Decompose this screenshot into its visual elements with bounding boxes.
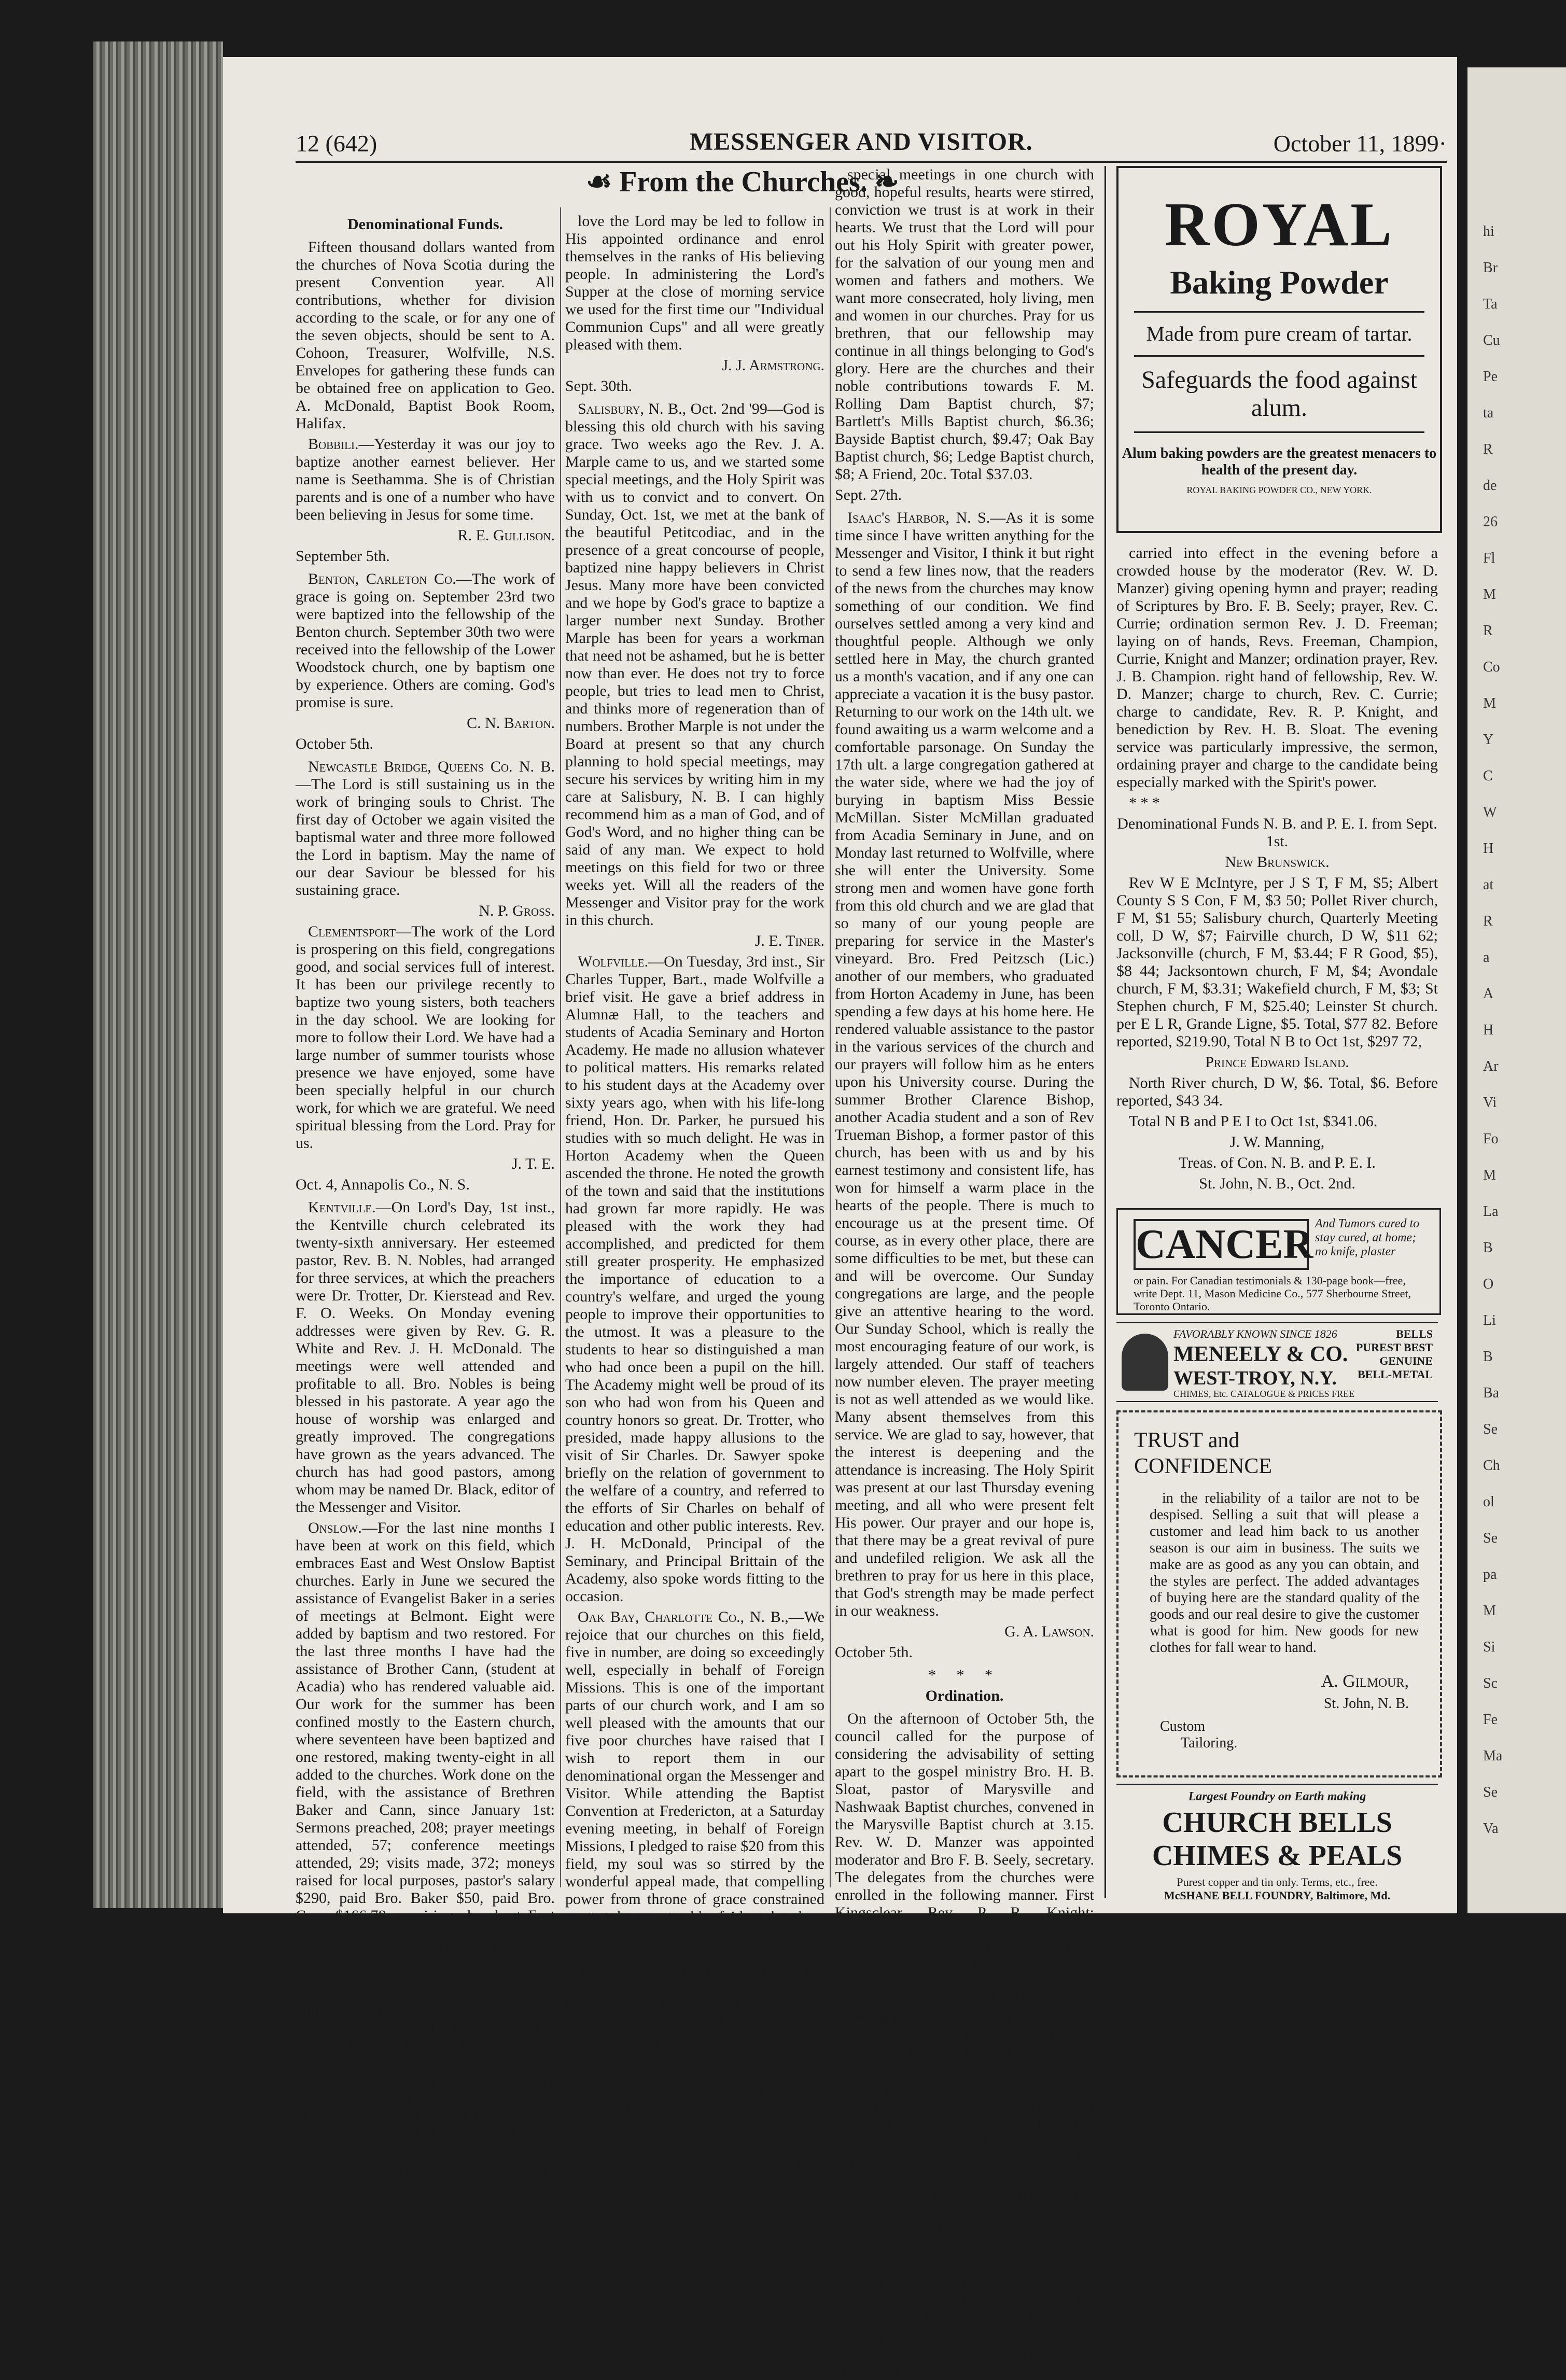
paragraph-text: —As it is some time since I have written anything for the Messenger and Visitor, I think it but right to send a few lines now, that the readers of the news from the churches may know something of our condition. We find ourselves settled among a very kind and thoughtful people. Although we only settled here in May, the church granted us a month's vacation, and if any one can appreciate a vacation it is the busy pastor. Returning to our work on the 14th ult. we found awaiting us a warm welcome and a comfortable parsonage. On Sunday the 17th ult. a large congregation gathered at the water side, where we had the joy of burying in baptism Miss Bessie McMillan. Sister McMillan graduated from Acadia Seminary in June, and on Monday last returned to Wolfville, where she will enter the University. Some strong men and women have gone forth from this old church and we are glad that so many of our young people are preparing for service in the Master's vineyard. Bro. Fred Peitzsch (Lic.) another of our members, who graduated from Horton Academy in June, has been spending a few days at his home here. He rendered valuable assistance to the pastor in the various services of the church and our prayers will follow him as he enters upon his University course. During the summer Brother Clarence Bishop, another Acadia student and a son of Rev Trueman Bishop, a former pastor of this church, has been with us and by his earnest testimony and consistent life, has won for himself a warm place in the hearts of the people. There is much to encourage us at the present time. Of course, as in every other place, there are some difficulties to be met, but these can and will be overcome. Our Sunday congregations are large, and the people give an attentive hearing to the word. Our Sunday School, which is really the most encouraging feature of our work, is largely attended. Our staff of teachers now number eleven. The prayer meeting is not as well attended as we would like. Many absent themselves from this service. We are glad to say, however, that the interest is deepening and the attendance is increasing. The Holy Spirit was present at our last Thursday evening meeting, and all who were present felt His power. Our prayer and our hope is, that there may be a great revival of pure and undefiled religion. We ask all the brethren to pray for us here in this place, that God's strength may be made perfect in our weakness. <box>835 509 1094 1619</box>
article-date <box>296 548 555 565</box>
facing-page-text-fragment: Se <box>1483 1530 1498 1546</box>
article-paragraph <box>835 509 1094 1620</box>
church-ad-line2: CHURCH BELLS CHIMES & PEALS <box>1152 1807 1403 1872</box>
article-paragraph <box>835 166 1094 483</box>
article-date <box>565 377 824 395</box>
facing-page-text-fragment: R <box>1483 441 1493 457</box>
facing-page-text-fragment: M <box>1483 586 1496 603</box>
paragraph-text: Denominational Funds N. B. and P. E. I. from Sept. 1st. <box>1117 815 1437 850</box>
article-paragraph <box>296 570 555 711</box>
article-paragraph <box>565 953 824 1605</box>
dateline: Brookfield, Col. Co., N. S. <box>308 1984 521 2001</box>
facing-page-text-fragment: B <box>1483 1349 1493 1365</box>
dateline: Kentville. <box>308 1199 376 1216</box>
province-heading <box>1116 853 1438 871</box>
article-paragraph <box>1116 544 1438 791</box>
paragraph-text: , Oct. 2nd '99—God is blessing this old church with his saving grace. Two weeks ago the Rev. J. A. Marple came to us, and we started some special meetings, and the Holy Spirit was with us to convict and to convert. On Sunday, Oct. 1st, we met at the bank of the beautiful Petitcodiac, and in the presence of a great concourse of people, baptized nine happy believers in Christ Jesus. Many more have been convicted and we hope by God's grace to baptize a larger number next Sunday. Brother Marple has been for years a workman that need not be ashamed, but he is better now than ever. He does not try to force people, but tries to lead men to Christ, and thinks more of regeneration than of numbers. Brother Marple is not under the Board at present so that any church planning to hold special meetings, may secure his services by writing him in my care at Salisbury, N. B. I can highly recommend him as a man of God, and of God's Word, and no higher thing can be said of any man. We expect to hold meetings on this field for two or three weeks yet. Will all the readers of the Messenger and Visitor pray for the work in this church. <box>565 400 824 929</box>
ad-brand: ROYAL <box>1164 190 1394 259</box>
church-ad-line1: Largest Foundry on Earth making <box>1188 1790 1366 1803</box>
facing-page-text-fragment: Sc <box>1483 1675 1498 1691</box>
article-signature <box>296 715 555 732</box>
page-header <box>296 124 1447 163</box>
paragraph-text: Total N B and P E I to Oct 1st, $341.06. <box>1129 1113 1378 1130</box>
dateline: Onslow. <box>308 1519 362 1536</box>
bells-since: FAVORABLY KNOWN SINCE 1826 <box>1173 1327 1337 1340</box>
paragraph-text: J. Williams. <box>478 1963 555 1980</box>
paragraph-text: North River church, D W, $6. Total, $6. Before reported, $43 34. <box>1116 1074 1438 1109</box>
article-date <box>296 735 555 753</box>
paragraph-text: J. W. Manning, <box>1229 1133 1325 1151</box>
facing-page-text-fragment: Pe <box>1483 369 1498 385</box>
tailor-name: A. Gilmour, <box>1321 1672 1409 1691</box>
paragraph-text: October 5th. <box>835 1644 913 1661</box>
confidence-heading: CONFIDENCE <box>1134 1454 1273 1478</box>
facing-page-text-fragment: M <box>1483 1603 1496 1619</box>
dateline: Newcastle Bridge, Queens Co. N. B. <box>308 758 555 775</box>
ad-tagline: Made from pure cream of tartar. <box>1146 322 1413 345</box>
facing-page-text-fragment: Fl <box>1483 550 1495 566</box>
facing-page-text-fragment: Y <box>1483 732 1494 748</box>
trust-body: in the reliability of a tailor are not to be despised. Selling a suit that will please a customer and lead him back to us another season is our aim in business. The suits we make are as good as any you can obtain, and the styles are perfect. The added advantages of buying here are the standard quality of the goods and our real desire to give the customer what is good for him. New goods for new clothes for fall wear to hand. <box>1150 1490 1419 1656</box>
column-2 <box>565 213 824 2207</box>
facing-page-text-fragment: 26 <box>1483 514 1498 530</box>
book-page-edges <box>93 41 223 1908</box>
article-paragraph <box>1116 874 1438 1051</box>
bells-company: MENEELY & CO. <box>1173 1342 1348 1366</box>
cancer-side-text: And Tumors cured to stay cured, at home; no knife, plaster <box>1315 1217 1420 1258</box>
paragraph-text: Rev W E McIntyre, per J S T, F M, $5; Albert County S S Con, F M, $3 50; Pollet River church, F M, $1 55; Salisbury church, Quarterly Meeting coll, D W, $7; Fairville church, D W, $11 62; Jacksonville (church, F M, $3.44; F R Good, $5), $8 44; Jacksontown church, F M, $4; Avondale church, F M, $3.31; Wakefield church, F M, $3; St Stephen church, F M, $25.40; Leinster St church. per E L R, Grande Ligne, $5. Total, $77 82. Before reported, $219.90, Total N B to Oct 1st, $297 72, <box>1116 874 1438 1050</box>
article-date <box>296 1176 555 1194</box>
paragraph-text: Sept. 30th. <box>565 377 633 395</box>
paper-name: MESSENGER AND VISITOR. <box>690 128 1033 156</box>
tailor-service-line1: Custom <box>1160 1718 1206 1734</box>
article-signature <box>296 902 555 920</box>
article-paragraph <box>296 758 555 899</box>
paragraph-text: New Brunswick. <box>1225 853 1330 871</box>
facing-page-text-fragment: Ba <box>1483 1385 1500 1401</box>
facing-page-text-fragment: Co <box>1483 659 1500 675</box>
paragraph-text: On the afternoon of October 5th, the council called for the purpose of considering the advisability of setting apart to the gospel ministry Bro. H. B. Sloat, pastor of Marysville and Nashwaak Baptist churches, convened in the Marysville Baptist church at 3.15. Rev. W. D. Manzer was appointed moderator and Bro F. B. Seely, secretary. The delegates from the churches were enrolled in the following manner. First Kingsclear, Rev. P. R. Knight; Richmond, Rev. Calvin Currie; Macnaquac, deacon Jas. F. Clarke; Fredericton, Rev. J. D. Freeman, deacon J. Clark; Gibson, Rev. J. B. Champion, deacons, Babbitt and Hall; New Maryland, deacon Henry Morgan; Newcastle, Rev. N. P. Gross; Nashwaak, deacon C Manzer; Marysville, deacon C. Smith; Glencoe, Rev W. D. Manzer; Maugerville, Bro. Tredwell, Bros. F. O. Erb of St. John, and W. T. Brown of Marysville were invited to seats in the council. The candidate was then requested to give a statement of his conversion and call to the ministry, after which Rev. J. D. Freeman, being appointed to examine the candidate on his views of Christian doctrine, interviewed him to a considerable extent on the fundamental truth of the Bible. Bro. Sloat being then asked to withdraw, it was moved that the statement of his conversion, call to ministry and Christian doctrine of the candidate be received and to proceed with his ordination. The ordination exercises were <box>835 1710 1094 2379</box>
scan-background <box>0 0 1566 57</box>
paragraph-text: G. A. Lawson. <box>1004 1623 1094 1640</box>
trust-heading: TRUST and <box>1134 1429 1240 1452</box>
ad-product: Baking Powder <box>1170 264 1389 301</box>
gilmour-tailor-ad <box>1116 1410 1442 1777</box>
cancer-cure-ad <box>1116 1208 1441 1315</box>
facing-page-text-fragment: Fe <box>1483 1712 1498 1728</box>
facing-page-text-fragment: Vi <box>1483 1095 1497 1111</box>
dateline: Salisbury, N. B. <box>578 400 682 417</box>
newspaper-page <box>223 57 1457 2379</box>
paragraph-text: —On Tuesday, 3rd inst., Sir Charles Tupper, Bart., made Wolfville a brief visit. He gave a brief address in Alumnæ Hall, to the teachers and students of Acadia Seminary and Horton Academy. He made no allusion whatever to political matters. His remarks related to his student days at the Academy over sixty years ago, when with his life-long friend, Hon. Dr. Parker, he pursued his studies with so much delight. He was in Horton Academy when the Queen ascended the throne. He noted the growth of the town and said that the institutions had grown far more rapidly. He was pleased with the work they had accomplished, and predicted for them still greater prosperity. He emphasized the importance of education to a country's welfare, and urged the young people to improve their opportunities to the utmost. It was a pleasure to the students to hear so distinguished a man who had once been a pupil on the hill. The Academy might well be proud of its son who had won from his Queen and country honors so great. Dr. Trotter, who presided, made happy allusions to the visit of Sir Charles. Dr. Sawyer spoke briefly on the relation of government to the welfare of a country, and referred to the efforts of Sir Charles on behalf of education and other public interests. Rev. J. H. McDonald, Principal of the Seminary, and Principal Brittain of the Academy, also spoke words fitting to the occasion. <box>565 953 824 1605</box>
article-paragraph <box>296 1984 555 2266</box>
cancer-word: CANCER <box>1134 1219 1309 1270</box>
facing-page-text-fragment: pa <box>1483 1566 1497 1583</box>
facing-page-text-fragment: R <box>1483 913 1493 929</box>
facing-page-text-fragment: a <box>1483 949 1490 965</box>
article-signature <box>296 527 555 544</box>
church-ad-line4: McSHANE BELL FOUNDRY, Baltimore, Md. <box>1164 1889 1391 1902</box>
facing-page-text-fragment: Va <box>1483 1821 1499 1837</box>
tailor-service <box>1160 1718 1237 1752</box>
dateline: Bobbili. <box>308 436 359 453</box>
paragraph-text: * * * <box>1129 794 1160 811</box>
facing-page-text-fragment: M <box>1483 1167 1496 1183</box>
paragraph-text: —Yesterday it was our joy to baptize another earnest believer. Her name is Seethamma. She is of Christian parents and is one of a number who have been believing in Jesus for some time. <box>296 436 555 523</box>
paragraph-text: carried into effect in the evening before a crowded house by the moderator (Rev. W. D. Manzer) giving opening hymn and prayer; reading of Scriptures by Bro. F. B. Seely; prayer, Rev. C. Currie; ordination sermon Rev. J. D. Freeman; laying on of hands, Revs. Freeman, Champion, Currie, Knight and Manzer; ordination prayer, Rev. J. B. Champion. right hand of fellowship, Rev. W. D. Manzer; charge to church, Rev. C. Currie; charge to candidate, Rev. R. P. Knight, and benediction by Rev. H. B. Sloat. The evening service was particularly impressive, the sermon, ordaining prayer and charge to the candidate being especially marked with the Spirit's power. <box>1116 544 1438 791</box>
paragraph-text: C. N. Barton. <box>467 715 555 732</box>
paragraph-text: —The Lord is still sustaining us in the work of bringing souls to Christ. The first day of October we again visited the baptismal water and three more followed the Lord in baptism. May the name of our dear Saviour be blessed for his sustaining grace. <box>296 776 555 899</box>
dateline: Wolfville. <box>578 953 649 970</box>
column-rule <box>560 207 561 1887</box>
cancer-bottom-text: or pain. For Canadian testimonials & 130-page book—free, write Dept. 11, Mason Medicine Co., 577 Sherbourne Street, Toronto Ontario. <box>1134 1274 1411 1313</box>
article-paragraph <box>296 436 555 524</box>
bell-icon <box>1122 1334 1168 1391</box>
centered-line <box>1116 815 1438 850</box>
mcshane-church-bells-ad <box>1116 1784 1438 1902</box>
column-rule <box>830 207 831 1887</box>
article-paragraph <box>296 1519 555 1960</box>
ad-company: ROYAL BAKING POWDER CO., NEW YORK. <box>1186 485 1372 495</box>
facing-page-text-fragment: C <box>1483 768 1493 784</box>
facing-page-text-fragment: at <box>1483 877 1494 893</box>
centered-line <box>1116 1154 1438 1172</box>
paragraph-text: October 5th. <box>296 735 373 752</box>
church-ad-line3: Purest copper and tin only. Terms, etc., free. <box>1177 1875 1378 1888</box>
facing-page-fragment <box>1467 67 1566 1913</box>
facing-page-text-fragment: Ta <box>1483 296 1498 312</box>
dateline: Oak Bay, Charlotte Co., N. B. <box>578 1608 785 1626</box>
article-date <box>835 1644 1094 1661</box>
facing-page-text-fragment: Se <box>1483 1421 1498 1437</box>
paragraph-text: ,—We rejoice that our churches on this field, five in number, are doing so exceedingly well, especially in behalf of Foreign Missions. This is one of the important parts of our church work, and I am so well pleased with the amounts that our five poor churches have raised that I wish to report them in our denominational organ the Messenger and Visitor. While attending the Baptist Convention at Fredericton, at a Saturday evening meeting, in behalf of Foreign Missions, I pledged to raise $20 from this field, my soul was so stirred by the wonderful appeal made, that compelling power from throne of grace constrained me to take my stand by faith and make a tremendous appeal to my five small but genuine Christian churches, and the Lord not only gave me my pledge of $20, but $17 more was added making, total $37. For this we thank the Lord for his gracious power and for his infinite love. We trust him for yet greater showers of divine blessings upon us spiritually. Our prayer meetings are good, not large in numbers but spiritual in social worship. Our congregations over the whole field of five churches are excellent on Sabbaths and Sabbath schools are good. Larger interests are manifested in all good things belonging to grace. We held a week's <box>565 1608 824 2207</box>
paragraph-text: Fifteen thousand dollars wanted from the churches of Nova Scotia during the present Convention year. All contributions, whether for division according to the scale, or for any one of the seven objects, should be sent to A. Cohoon, Treasurer, Wolfville, N.S. Envelopes for gathering these funds can be obtained free on application to Geo. A. McDonald, Baptist Book Room, Halifax. <box>296 239 555 432</box>
bells-catalogue: CHIMES, Etc. CATALOGUE & PRICES FREE <box>1173 1389 1355 1399</box>
paragraph-text: St. John, N. B., Oct. 2nd. <box>1199 1175 1355 1192</box>
paragraph-text: J. J. Armstrong. <box>722 357 824 374</box>
facing-page-text-fragment: Br <box>1483 260 1498 276</box>
paragraph-text: J. T. E. <box>511 1155 555 1172</box>
article-signature <box>835 1623 1094 1641</box>
paragraph-text: —For the last nine months I have been at work on this field, which embraces East and West Onslow Baptist churches. Early in June we secured the assistance of Evangelist Baker in a series of meetings at Belmont. Eight were added by baptism and two restored. For the last three months I have had the assistance of Brother Cann, (student at Acadia) who has rendered valuable aid. Our work for the summer has been confined mostly to the Eastern church, where seventeen have been baptized and one restored, making twenty-eight in all added to the churches. Work done on the field, with the assistance of Brethren Baker and Cann, since January 1st: Sermons preached, 208; prayer meetings attended, 57; conference meetings attended, 29; visits made, 372; moneys raised for local purposes, pastor's salary $290, paid Bro. Baker $50, paid Bro. Cann $166.78, repairing church at East Mountain $23, repairing parsonage $45, other objects $25, in all $599.78. <box>296 1519 555 1959</box>
facing-page-text-fragment: M <box>1483 695 1496 711</box>
facing-page-text-fragment: Si <box>1483 1639 1495 1655</box>
paragraph-text: N. P. Gross. <box>479 902 555 919</box>
facing-page-text-fragment: Li <box>1483 1312 1496 1328</box>
advertisement-column <box>1104 166 1448 1902</box>
facing-page-text-fragment: A <box>1483 986 1494 1002</box>
article-date <box>835 486 1094 504</box>
facing-page-text-fragment: O <box>1483 1276 1494 1292</box>
dateline: Benton, Carleton Co. <box>308 570 456 587</box>
paragraph-text: Denominational Funds. <box>347 216 504 233</box>
article-signature <box>296 1963 555 1981</box>
article-paragraph <box>296 239 555 432</box>
facing-page-text-fragment: de <box>1483 478 1497 494</box>
paragraph-text: —An unusually interesting baptismal service was held at Beaver Brook, an out station of the Brookfield church, on Sunday morning, Sept. 24th, when two sisters, Mrs. C. Crealman and Mrs. R. Murray were baptized on profession of their faith in the Saviour. The plain teachings of God's Word have led them to take this step in obedience to their Lord. These accessions, two others were baptized on a previous occasion, are very encouraging to the little band at Beaver Brook. We are hoping that others in the same community whom we have reason to believe <box>296 1984 555 2265</box>
article-paragraph <box>565 213 824 354</box>
paragraph-text: September 5th. <box>296 548 390 565</box>
facing-page-text-fragment: B <box>1483 1240 1493 1256</box>
paragraph-text: R. E. Gullison. <box>457 527 555 544</box>
paragraph-text: —The work of grace is going on. September 23rd two were baptized into the fellowship of the Benton church. September 30th two were received into the fellowship of the Lower Woodstock church, one by baptism one by experience. Others are coming. God's promise is sure. <box>296 570 555 711</box>
centered-line <box>1116 1133 1438 1151</box>
facing-page-text-fragment: H <box>1483 1022 1494 1038</box>
facing-page-text-fragment: ta <box>1483 405 1494 421</box>
facing-page-text-fragment: R <box>1483 623 1493 639</box>
section-title: ☙ From the Churches. ❧ <box>586 166 899 198</box>
section-separator <box>835 1667 1094 1684</box>
facing-page-text-fragment: Ch <box>1483 1458 1500 1474</box>
facing-page-text-fragment: W <box>1483 804 1497 820</box>
ordination-continued-and-funds <box>1116 544 1438 1198</box>
paragraph-text: love the Lord may be led to follow in His appointed ordinance and enrol themselves in the ranks of His believing people. In administering the Lord's Supper at the close of morning service we used for the first time our "Individual Communion Cups" and all were greatly pleased with them. <box>565 213 824 353</box>
paragraph-text: Oct. 4, Annapolis Co., N. S. <box>296 1176 470 1193</box>
province-heading <box>1116 1054 1438 1071</box>
paragraph-text: Sept. 27th. <box>835 486 902 503</box>
tailor-city: St. John, N. B. <box>1323 1696 1409 1712</box>
paragraph-text: —On Lord's Day, 1st inst., the Kentville church celebrated its twenty-sixth anniversary. Her esteemed pastor, Rev. B. N. Nobles, had arranged for three services, at which the preachers were Dr. Trotter, Dr. Kierstead and Rev. F. O. Weeks. On Monday evening addresses were given by Rev. G. R. White and Rev. J. H. McDonald. The meetings were well attended and profitable to all. Bro. Nobles is being blessed in his pastorate. A year ago the house of worship was enlarged and greatly improved. The congregations have grown as the years advanced. The church has had good pastors, among whom may be named Dr. Black, editor of the Messenger and Visitor. <box>296 1199 555 1516</box>
tailor-service-line2: Tailoring. <box>1181 1735 1238 1751</box>
article-paragraph <box>565 1608 824 2208</box>
facing-page-text-fragment: Se <box>1483 1784 1498 1800</box>
article-signature <box>565 357 824 374</box>
dateline: Isaac's Harbor, N. S. <box>847 509 990 526</box>
article-paragraph <box>296 1199 555 1516</box>
article-signature <box>565 932 824 950</box>
facing-page-text-fragment: Fo <box>1483 1131 1499 1147</box>
article-paragraph <box>296 923 555 1152</box>
facing-page-text-fragment: Cu <box>1483 332 1500 348</box>
paragraph-text: Prince Edward Island. <box>1205 1054 1349 1071</box>
facing-page-text-fragment: H <box>1483 841 1494 857</box>
section-separator <box>1116 794 1438 812</box>
article-paragraph <box>565 400 824 929</box>
facing-page-text-fragment: Ma <box>1483 1748 1503 1764</box>
article-subheading <box>835 1687 1094 1705</box>
paragraph-text: —The work of the Lord is prospering on this field, congregations good, and social services full of interest. It has been our privilege recently to baptize two young sisters, both teachers in the day school. We are looking for more to follow their Lord. We have had a large number of summer tourists whose presence we have enjoyed, some have been specially helpful in our church work, for which we are grateful. We need spiritual blessing from the Lord. Pray for us. <box>296 923 555 1152</box>
column-1 <box>296 213 555 2265</box>
facing-page-text-fragment: hi <box>1483 223 1494 240</box>
bells-side: BELLS PUREST BEST GENUINE BELL-METAL <box>1355 1327 1433 1381</box>
article-paragraph <box>1116 1113 1438 1130</box>
paragraph-text: * * * <box>928 1667 1001 1684</box>
article-paragraph <box>1116 1074 1438 1110</box>
paragraph-text: Ordination. <box>925 1687 1004 1704</box>
article-subheading <box>296 216 555 233</box>
ad-warning: Alum baking powders are the greatest menacers to health of the present day. <box>1122 445 1437 478</box>
facing-page-text-fragment: La <box>1483 1203 1499 1220</box>
article-paragraph <box>835 1710 1094 2380</box>
page-number: 12 (642) <box>296 130 377 157</box>
issue-date: October 11, 1899· <box>1273 130 1447 157</box>
royal-baking-powder-ad <box>1116 166 1442 533</box>
column-3 <box>835 166 1094 2379</box>
article-signature <box>296 1155 555 1173</box>
bells-city: WEST-TROY, N.Y. <box>1173 1367 1337 1389</box>
dateline: Clementsport <box>308 923 396 940</box>
facing-page-text-fragment: Ar <box>1483 1058 1499 1074</box>
facing-page-text-fragment: ol <box>1483 1494 1494 1510</box>
ad-headline: Safeguards the food against alum. <box>1141 366 1417 422</box>
meneely-bells-ad <box>1116 1322 1438 1402</box>
centered-line <box>1116 1175 1438 1193</box>
paragraph-text: J. E. Tiner. <box>754 932 824 949</box>
paragraph-text: Treas. of Con. N. B. and P. E. I. <box>1179 1154 1376 1171</box>
paragraph-text: special meetings in one church with good, hopeful results, hearts were stirred, conviction we trust is at work in their hearts. We trust that the Lord will pour out his Holy Spirit with greater power, for the salvation of our young men and women and fathers and mothers. We want more consecrated, holy living, men and women in our churches. Pray for us brethren, that our fellowship may continue in all things belonging to God's glory. Here are the churches and their noble contributions towards F. M. Rolling Dam Baptist church, $7; Bartlett's Mills Baptist church, $6.36; Bayside Baptist church, $9.47; Oak Bay Baptist church, $6; Ledge Baptist church, $8; A Friend, 20c. Total $37.03. <box>835 166 1094 483</box>
